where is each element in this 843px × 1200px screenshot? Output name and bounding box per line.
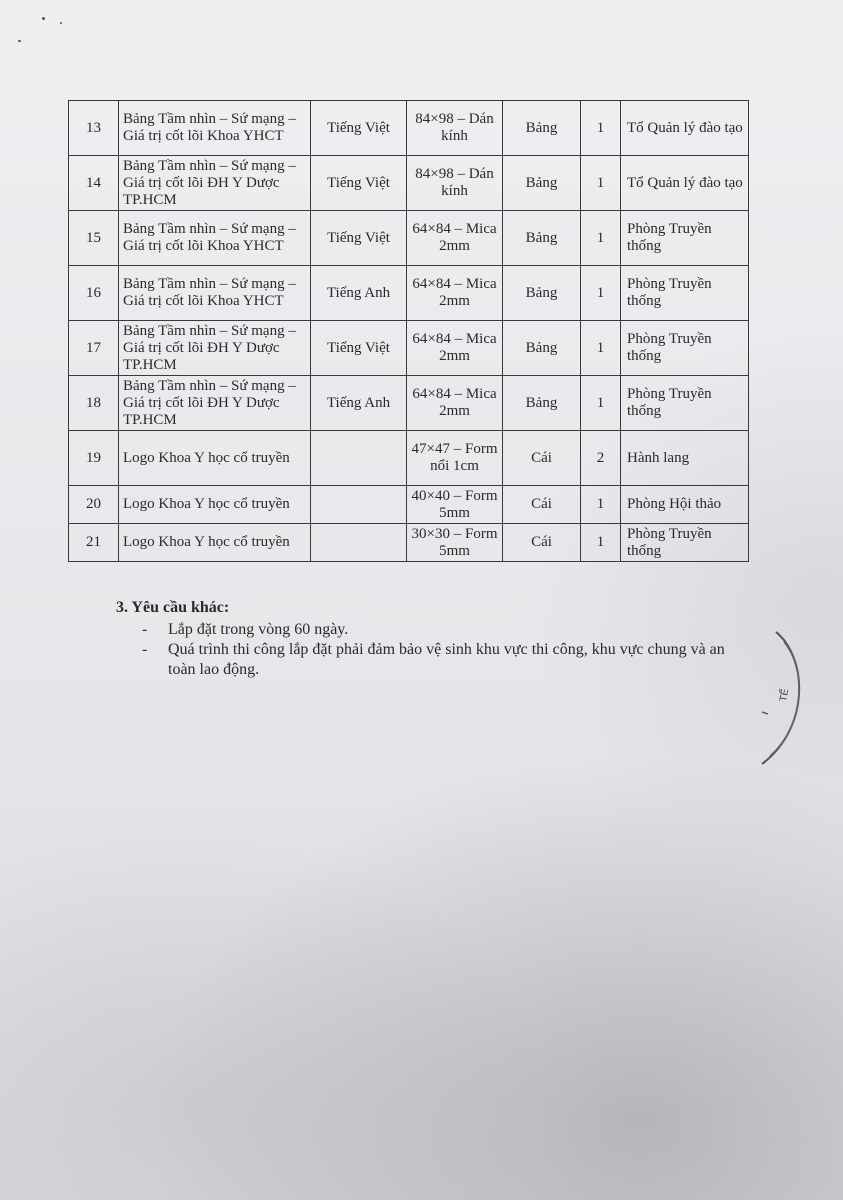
item-size: 64×84 – Mica 2mm: [407, 266, 503, 321]
row-number: 16: [69, 266, 119, 321]
seal-stamp-edge: [748, 628, 808, 768]
item-language: [311, 524, 407, 562]
row-number: 18: [69, 376, 119, 431]
item-size: 30×30 – Form 5mm: [407, 524, 503, 562]
requirement-text: Lắp đặt trong vòng 60 ngày.: [168, 621, 349, 638]
item-language: [311, 431, 407, 486]
item-unit: Bảng: [503, 101, 581, 156]
table-row: [69, 376, 749, 431]
item-name: Logo Khoa Y học cổ truyền: [119, 486, 311, 524]
item-language: [311, 486, 407, 524]
item-quantity: 1: [581, 376, 621, 431]
item-unit: Bảng: [503, 211, 581, 266]
item-quantity: 1: [581, 101, 621, 156]
row-number: 17: [69, 321, 119, 376]
item-size: 64×84 – Mica 2mm: [407, 376, 503, 431]
scan-speck: [60, 22, 62, 24]
row-number: 19: [69, 431, 119, 486]
item-quantity: 1: [581, 486, 621, 524]
requirement-item: [116, 640, 756, 680]
bullet-dash: -: [142, 641, 148, 658]
item-unit: Bảng: [503, 376, 581, 431]
table-row: [69, 101, 749, 156]
item-language: Tiếng Việt: [311, 101, 407, 156]
item-name: Logo Khoa Y học cổ truyền: [119, 431, 311, 486]
item-unit: Cái: [503, 524, 581, 562]
row-number: 15: [69, 211, 119, 266]
item-quantity: 1: [581, 321, 621, 376]
item-language: Tiếng Việt: [311, 321, 407, 376]
table-row: [69, 431, 749, 486]
item-language: Tiếng Việt: [311, 211, 407, 266]
item-size: 84×98 – Dán kính: [407, 156, 503, 211]
item-size: 47×47 – Form nổi 1cm: [407, 431, 503, 486]
item-location: Phòng Truyền thống: [621, 524, 749, 562]
item-name: Bảng Tầm nhìn – Sứ mạng – Giá trị cốt lõi Khoa YHCT: [119, 101, 311, 156]
item-size: 84×98 – Dán kính: [407, 101, 503, 156]
item-location: Phòng Hội thảo: [621, 486, 749, 524]
item-location: Hành lang: [621, 431, 749, 486]
item-quantity: 2: [581, 431, 621, 486]
item-location: Tổ Quản lý đào tạo: [621, 156, 749, 211]
item-language: Tiếng Việt: [311, 156, 407, 211]
item-name: Bảng Tầm nhìn – Sứ mạng – Giá trị cốt lõi ĐH Y Dược TP.HCM: [119, 376, 311, 431]
item-unit: Bảng: [503, 156, 581, 211]
requirement-item: [116, 620, 756, 640]
scan-speck: [42, 17, 45, 20]
other-requirements-section: [116, 598, 756, 680]
table-row: [69, 321, 749, 376]
item-unit: Bảng: [503, 321, 581, 376]
row-number: 14: [69, 156, 119, 211]
table-row: [69, 211, 749, 266]
item-name: Bảng Tầm nhìn – Sứ mạng – Giá trị cốt lõi ĐH Y Dược TP.HCM: [119, 156, 311, 211]
row-number: 13: [69, 101, 119, 156]
item-location: Phòng Truyền thống: [621, 211, 749, 266]
item-location: Tổ Quản lý đào tạo: [621, 101, 749, 156]
item-size: 40×40 – Form 5mm: [407, 486, 503, 524]
item-location: Phòng Truyền thống: [621, 321, 749, 376]
item-name: Bảng Tầm nhìn – Sứ mạng – Giá trị cốt lõi Khoa YHCT: [119, 266, 311, 321]
section-heading: 3. Yêu cầu khác:: [116, 599, 230, 616]
item-size: 64×84 – Mica 2mm: [407, 321, 503, 376]
row-number: 20: [69, 486, 119, 524]
item-language: Tiếng Anh: [311, 266, 407, 321]
stamp-text: TẾ: [778, 688, 792, 703]
item-quantity: 1: [581, 266, 621, 321]
item-quantity: 1: [581, 211, 621, 266]
item-quantity: 1: [581, 524, 621, 562]
item-language: Tiếng Anh: [311, 376, 407, 431]
table-row: [69, 524, 749, 562]
item-unit: Cái: [503, 486, 581, 524]
table-row: [69, 156, 749, 211]
scan-speck: [18, 40, 21, 42]
item-name: Bảng Tầm nhìn – Sứ mạng – Giá trị cốt lõi Khoa YHCT: [119, 211, 311, 266]
item-location: Phòng Truyền thống: [621, 376, 749, 431]
item-unit: Cái: [503, 431, 581, 486]
requirement-text: Quá trình thi công lắp đặt phải đảm bảo vệ sinh khu vực thi công, khu vực chung và an toàn lao động.: [168, 641, 725, 678]
item-unit: Bảng: [503, 266, 581, 321]
item-name: Bảng Tầm nhìn – Sứ mạng – Giá trị cốt lõi ĐH Y Dược TP.HCM: [119, 321, 311, 376]
item-size: 64×84 – Mica 2mm: [407, 211, 503, 266]
row-number: 21: [69, 524, 119, 562]
table-row: [69, 266, 749, 321]
item-location: Phòng Truyền thống: [621, 266, 749, 321]
table-row: [69, 486, 749, 524]
item-quantity: 1: [581, 156, 621, 211]
bullet-dash: -: [142, 621, 148, 638]
item-name: Logo Khoa Y học cổ truyền: [119, 524, 311, 562]
items-table: [68, 100, 749, 562]
